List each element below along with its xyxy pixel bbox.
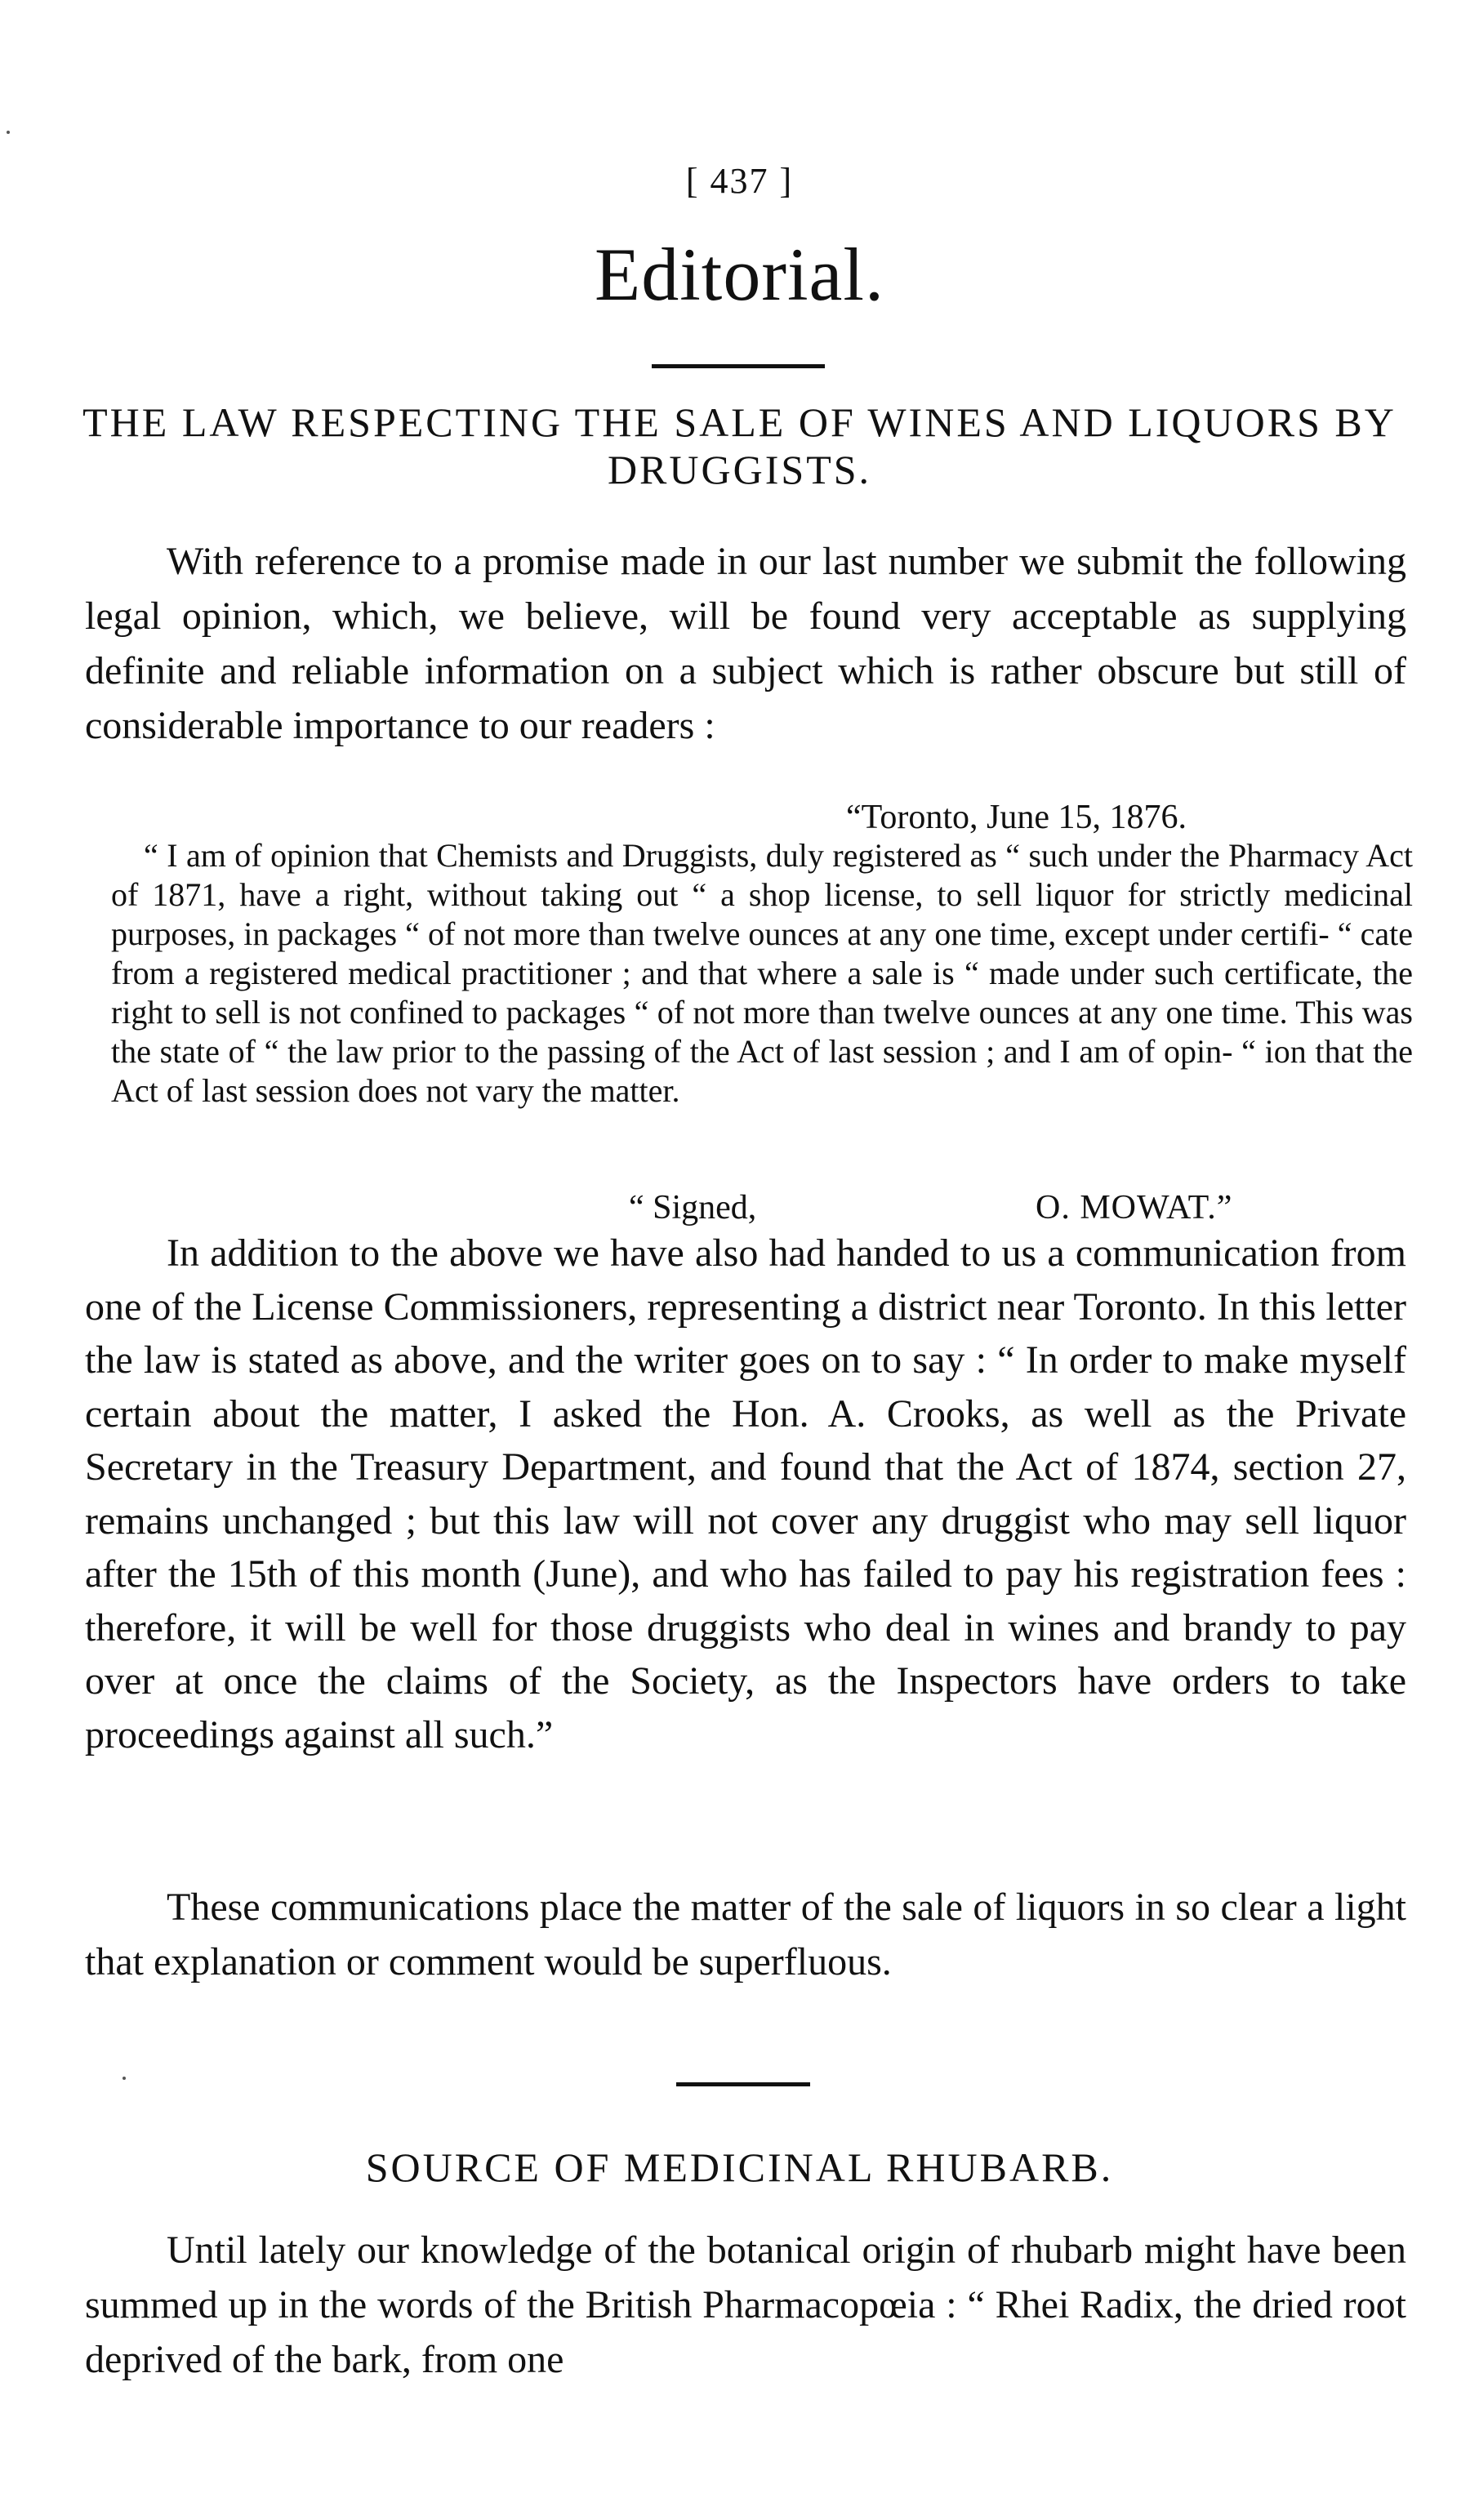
- section-title: Editorial.: [595, 233, 884, 316]
- intro-paragraph: [85, 534, 1406, 753]
- signature-label: “ Signed,: [629, 1189, 757, 1227]
- print-speck: [123, 2077, 126, 2080]
- rhubarb-paragraph: [85, 2223, 1406, 2387]
- conclusion-paragraph: [85, 1880, 1406, 1989]
- dateline: “Toronto, June 15, 1876.: [846, 799, 1187, 836]
- signatory-name: O. MOWAT.”: [1036, 1189, 1233, 1227]
- intro-text: With reference to a promise made in our last number we submit the following legal opinion, which, we believe, will be found very acceptable as supplying definite and reliable information on a subject which is rather obscure but still of considerable importance to our readers :: [85, 540, 1406, 747]
- legal-opinion: [111, 836, 1413, 1111]
- article-heading: SOURCE OF MEDICINAL RHUBARB.: [365, 2144, 1114, 2190]
- divider-rule: [676, 2082, 810, 2086]
- rhubarb-text: Until lately our knowledge of the botanical origin of rhubarb might have been summed up in the words of the British Pharmacopœia : “ Rhei Radix, the dried root deprived of the bark, from one: [85, 2228, 1406, 2381]
- addition-paragraph: [85, 1227, 1406, 1761]
- print-speck: [7, 131, 10, 134]
- conclusion-text: These communications place the matter of the sale of liquors in so clear a light that explanation or comment would be superfluous.: [85, 1886, 1406, 1983]
- page-number: [ 437 ]: [685, 161, 794, 201]
- divider-rule: [652, 364, 825, 368]
- legal-opinion-text: “ I am of opinion that Chemists and Druggists, duly registered as “ such under the Pharmacy Act of 1871, have a right, without taking out “ a shop license, to sell liquor for strictly medicinal purposes, in packages “ of not more than twelve ounces at any one time, except under certifi- “ cate from a registered medical practitioner ; and that where a sale is “ made under such certificate, the right to sell is not confined to packages “ of not more than twelve ounces at any one time. This was the state of “ the law prior to the passing of the Act of last session ; and I am of opin- “ ion that the Act of last session does not vary the matter.: [111, 837, 1413, 1109]
- article-heading: THE LAW RESPECTING THE SALE OF WINES AND LIQUORS BY DRUGGISTS.: [82, 399, 1397, 492]
- addition-text: In addition to the above we have also had handed to us a communication from one of the License Commissioners, representing a district near Toronto. In this letter the law is stated as above, and the writer goes on to say : “ In order to make myself certain about the matter, I asked the Hon. A. Crooks, as well as the Private Secretary in the Treasury Department, and found that the Act of 1874, section 27, remains unchanged ; but this law will not cover any druggist who may sell liquor after the 15th of this month (June), and who has failed to pay his registration fees : therefore, it will be well for those druggists who deal in wines and brandy to pay over at once the claims of the Society, as the Inspectors have orders to take proceedings against all such.”: [85, 1231, 1406, 1756]
